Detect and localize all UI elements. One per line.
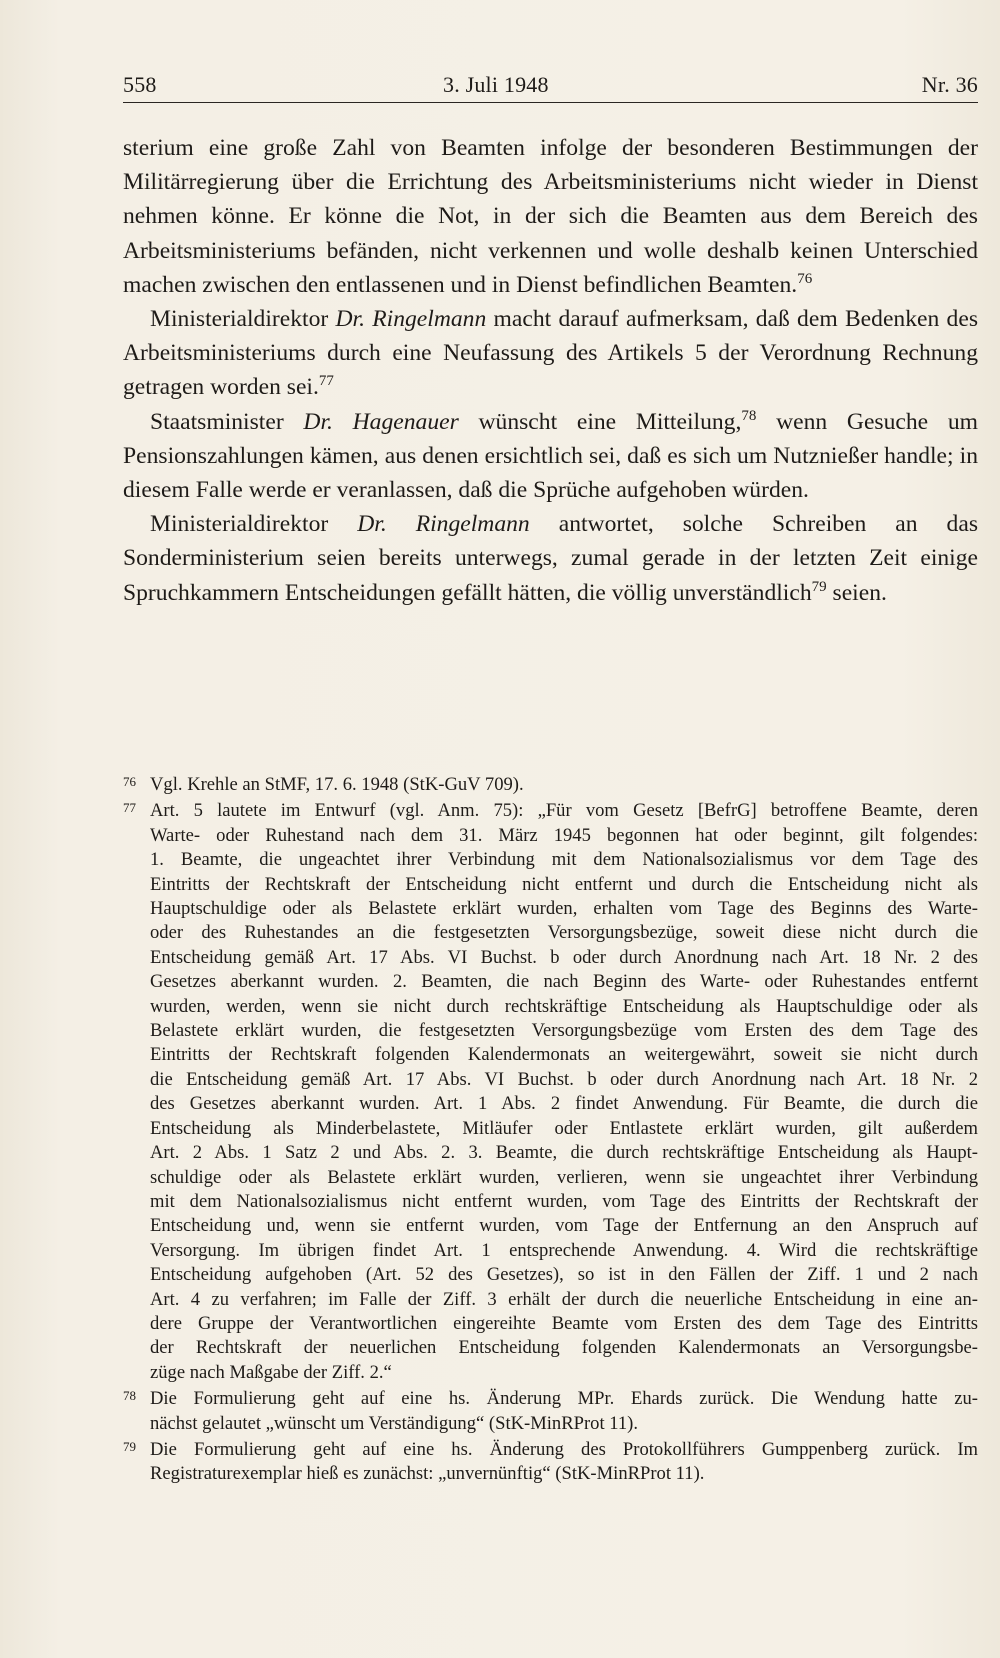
footnote-ref-78[interactable]: 78 <box>741 407 757 424</box>
footnote-line: Die Formulierung geht auf eine hs. Änderung MPr. Ehards zurück. Die Wendung hatte zu- <box>150 1388 978 1410</box>
footnote-number: 77 <box>123 800 136 816</box>
footnote-line: wurden, werden, wenn sie nicht durch rechtskräftige Entscheidung als Hauptschuldige oder als <box>150 995 978 1017</box>
page-number: 558 <box>123 72 157 97</box>
footnote <box>123 1387 978 1436</box>
footnote-line: Warte- oder Ruhestand nach dem 31. März 1945 begonnen hat oder beginnt, gilt folgendes: <box>150 824 978 846</box>
paragraph-4: Ministerialdirektor Dr. Ringelmann antwortet, solche Schreiben an das Sonderministerium seien bereits unterwegs, zumal gerade in der letzten Zeit einige Spruchkammern Entscheidungen gefällt hätten, die völlig unverständlich$^{79}$ seien. <box>123 511 979 606</box>
person-name: Dr. Hagenauer <box>303 408 459 435</box>
footnote-ref-79[interactable]: 79 <box>811 578 827 595</box>
footnote-line: die Entscheidung gemäß Art. 17 Abs. VI Buchst. b oder durch Anordnung nach Art. 18 Nr. 2 <box>150 1068 978 1090</box>
footnote-line: Entscheidung und, wenn sie entfernt wurden, vom Tage der Entfernung an den Anspruch auf <box>150 1215 978 1237</box>
footnote-line: Art. 4 zu verfahren; im Falle der Ziff. 3 erhält der durch die neuerliche Entscheidung in eine an- <box>150 1288 978 1310</box>
person-name: Dr. Ringelmann <box>335 306 487 333</box>
header-date: 3. Juli 1948 <box>443 72 549 97</box>
footnote-line: Eintritts der Rechtskraft folgenden Kalendermonats an weitergewährt, soweit sie nicht durch <box>150 1044 978 1066</box>
footnote-line: Entscheidung als Minderbelastete, Mitläufer oder Entlastete erklärt wurden, gilt außerdem <box>150 1117 978 1139</box>
footnote <box>123 1438 978 1487</box>
paragraph-1: sterium eine große Zahl von Beamten infolge der besonderen Bestimmungen der Militärregierung über die Errichtung des Arbeitsministeriums nicht wieder in Dienst nehmen könne. Er könne die Not, in der sich die Beamten aus dem Bereich des Arbeitsministeriums befänden, nicht verkennen und wolle deshalb keinen Unterschied machen zwischen den entlassenen und in Dienst befindlichen Beamten.$^{76}$ <box>123 135 978 298</box>
footnote-line: 1. Beamte, die ungeachtet ihrer Verbindung mit dem Nationalsozialismus vor dem Tage des <box>150 849 978 871</box>
footnote-line: Art. 5 lautete im Entwurf (vgl. Anm. 75): „Für vom Gesetz [BefrG] betroffene Beamte, deren <box>150 800 978 822</box>
footnote-line: Entscheidung aufgehoben (Art. 52 des Gesetzes), so ist in den Fällen der Ziff. 1 und 2 nach <box>150 1264 978 1286</box>
footnote-line: Art. 2 Abs. 1 Satz 2 und Abs. 2. 3. Beamte, die durch rechtskräftige Entscheidung als Haupt- <box>150 1142 978 1164</box>
running-header <box>123 70 978 103</box>
footnote-number: 76 <box>123 774 136 789</box>
footnote-line: Entscheidung gemäß Art. 17 Abs. VI Buchst. b oder durch Anordnung nach Art. 18 Nr. 2 des <box>150 946 978 968</box>
document-number: Nr. 36 <box>921 72 978 97</box>
footnote <box>123 773 978 797</box>
footnote-line: züge nach Maßgabe der Ziff. 2.“ <box>150 1361 392 1383</box>
footnote-line: Vgl. Krehle an StMF, 17. 6. 1948 (StK-GuV 709). <box>150 774 524 795</box>
footnote-line: Die Formulierung geht auf eine hs. Änderung des Protokollführers Gumppenberg zurück. Im <box>150 1438 978 1460</box>
person-name: Dr. Ringelmann <box>357 511 530 538</box>
footnote-ref-76[interactable]: 76 <box>797 270 813 287</box>
footnote-line: mit dem Nationalsozialismus nicht entfernt wurden, vom Tage des Eintritts der Rechtskraft der <box>150 1190 978 1212</box>
footnotes-section <box>123 773 978 1489</box>
footnote-ref-77[interactable]: 77 <box>318 373 334 390</box>
footnote-line: Gesetzes aberkannt wurden. 2. Beamten, die nach Beginn des Warte- oder Ruhestandes entfernt <box>150 971 978 993</box>
footnote-line: des Gesetzes aberkannt wurden. Art. 1 Abs. 2 findet Anwendung. Für Beamte, die durch die <box>150 1093 978 1115</box>
paragraph-3: Staatsminister Dr. Hagenauer wünscht eine Mitteilung,$^{78}$ wenn Gesuche um Pensionszahlungen kämen, aus denen ersichtlich sei, daß es sich um Nutznießer handle; in diesem Falle werde er veranlassen, daß die Sprüche aufgehoben würden. <box>123 407 978 504</box>
footnote-line: schuldige oder als Belastete erklärt wurden, verlieren, wenn sie ungeachtet ihrer Verbindung <box>150 1166 978 1188</box>
paragraph-2: Ministerialdirektor Dr. Ringelmann macht darauf aufmerksam, daß dem Bedenken des Arbeitsministeriums durch eine Neufassung des Artikels 5 der Verordnung Rechnung getragen worden sei.$^{77}$ <box>123 306 978 401</box>
footnote-number: 79 <box>123 1438 136 1454</box>
footnote-line: Versorgung. Im übrigen findet Art. 1 entsprechende Anwendung. 4. Wird die rechtskräftige <box>150 1239 978 1261</box>
footnote <box>123 799 978 1385</box>
footnote-line: Hauptschuldige oder als Belastete erklärt wurden, erhalten vom Tage des Beginns des Warte- <box>150 898 978 920</box>
footnote-line: dere Gruppe der Verantwortlichen eingereihte Beamte vom Ersten des dem Tage des Eintritts <box>150 1312 978 1334</box>
footnote-line: nächst gelautet „wünscht um Verständigung“ (StK-MinRProt 11). <box>150 1412 639 1434</box>
footnote-line: Eintritts der Rechtskraft der Entscheidung nicht entfernt und durch die Entscheidung nicht als <box>150 873 978 895</box>
footnote-line: oder des Ruhestandes an die festgesetzten Versorgungsbezüge, soweit diese nicht durch die <box>150 922 978 944</box>
footnote-line: der Rechtskraft der neuerlichen Entscheidung folgenden Kalendermonats an Versorgungsbe- <box>150 1337 978 1359</box>
footnote-number: 78 <box>123 1388 136 1404</box>
main-text <box>123 131 978 610</box>
footnote-line: Belastete erklärt wurden, die festgesetzten Versorgungsbezüge vom Ersten des dem Tage des <box>150 1020 978 1042</box>
footnote-line: Registraturexemplar hieß es zunächst: „unvernünftig“ (StK-MinRProt 11). <box>150 1463 705 1485</box>
